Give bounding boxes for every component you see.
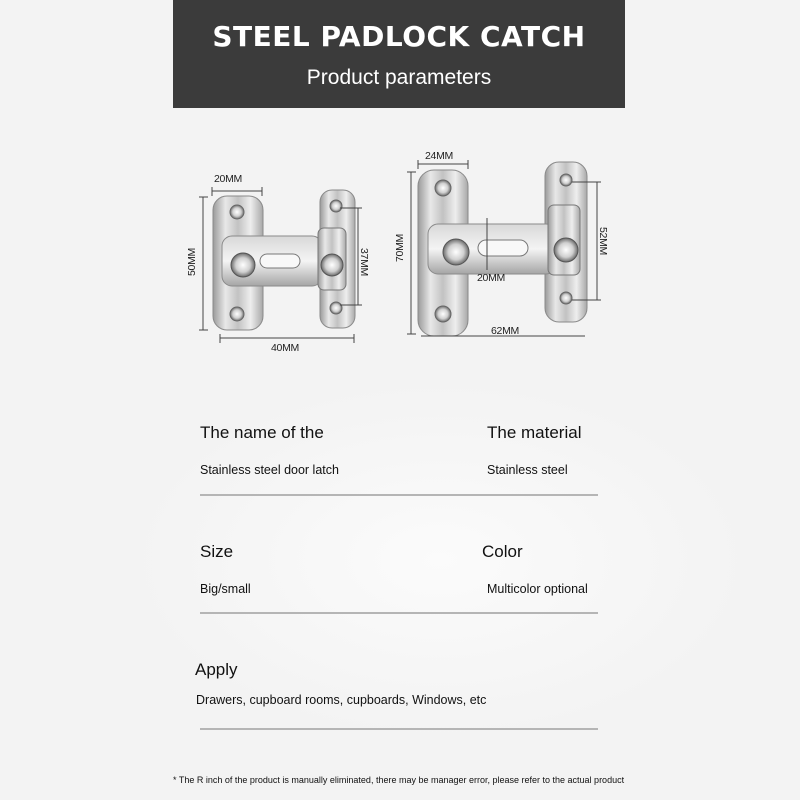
large-width-top-label: 24MM bbox=[425, 150, 453, 162]
page-subtitle: Product parameters bbox=[306, 66, 492, 89]
divider-1 bbox=[200, 494, 598, 496]
small-width-top-label: 20MM bbox=[214, 173, 242, 185]
small-width-bottom-label: 40MM bbox=[271, 342, 299, 354]
product-dimension-diagram bbox=[0, 0, 800, 380]
footnote: * The R inch of the product is manually eliminated, there may be manager error, please refer to the actual product bbox=[173, 775, 625, 785]
page-title: STEEL PADLOCK CATCH bbox=[212, 20, 586, 53]
large-latch-illustration bbox=[418, 162, 587, 336]
material-label: The material bbox=[487, 423, 582, 442]
large-width-bottom-label: 62MM bbox=[491, 325, 519, 337]
size-value: Big/small bbox=[200, 582, 251, 596]
divider-2 bbox=[200, 612, 598, 614]
large-height-right-label: 52MM bbox=[596, 227, 609, 255]
color-value: Multicolor optional bbox=[487, 582, 588, 596]
apply-value: Drawers, cupboard rooms, cupboards, Windows, etc bbox=[196, 693, 487, 707]
divider-3 bbox=[200, 728, 598, 730]
large-slot-label: 20MM bbox=[477, 272, 505, 284]
size-label: Size bbox=[200, 542, 234, 561]
color-label: Color bbox=[482, 542, 523, 561]
small-height-left-label: 50MM bbox=[185, 248, 198, 276]
name-label: The name of the bbox=[200, 423, 324, 442]
small-height-right-label: 37MM bbox=[357, 248, 370, 276]
apply-label: Apply bbox=[195, 660, 238, 679]
small-latch-illustration bbox=[213, 190, 355, 330]
name-value: Stainless steel door latch bbox=[200, 463, 339, 477]
large-height-left-label: 70MM bbox=[393, 234, 406, 262]
material-value: Stainless steel bbox=[487, 463, 568, 477]
